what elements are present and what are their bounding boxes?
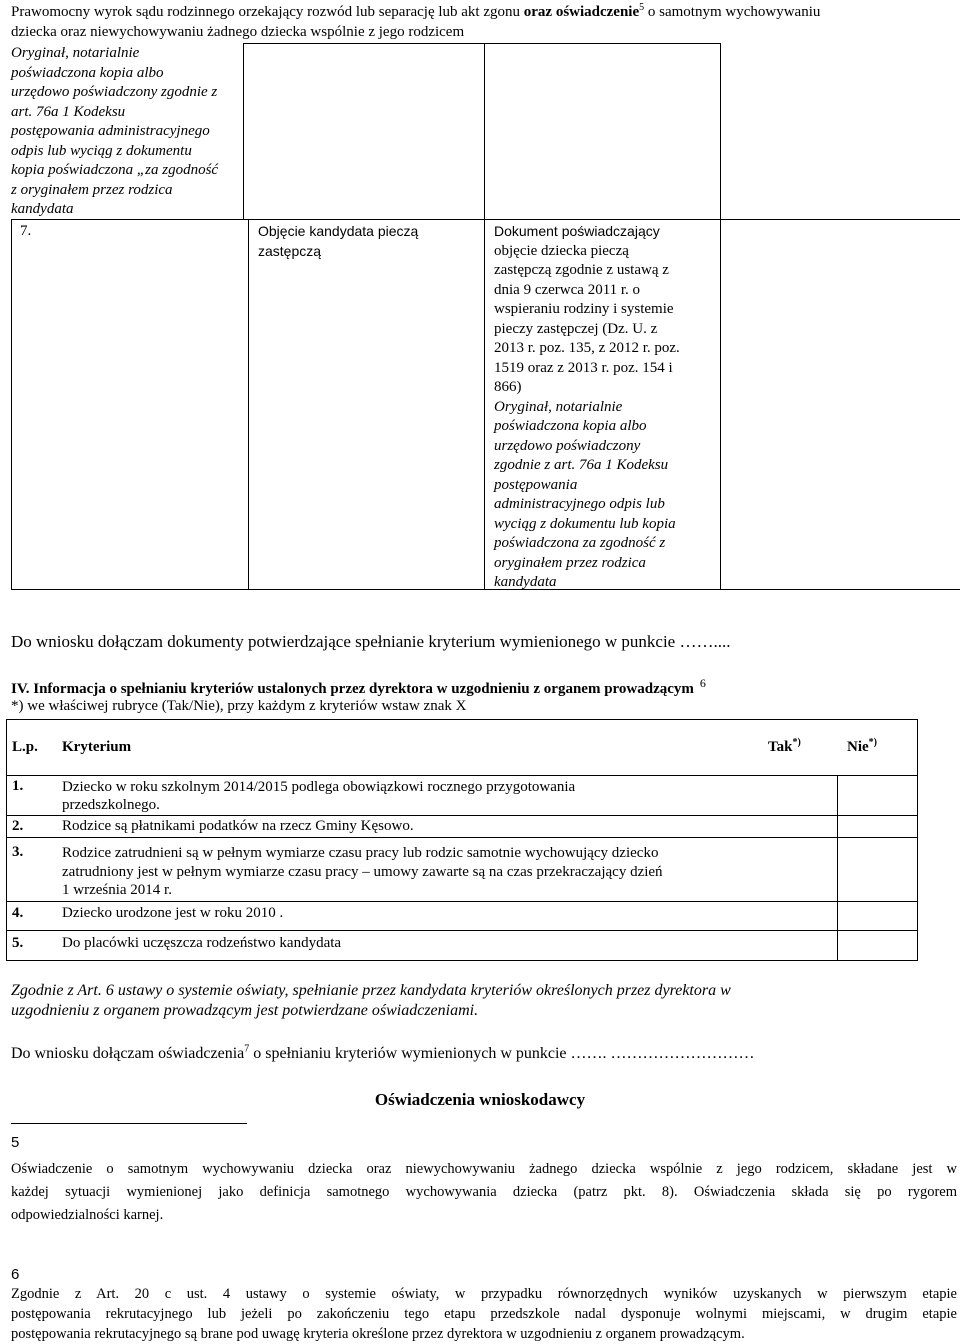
header-lp: L.p. — [12, 739, 38, 755]
table-border — [11, 219, 12, 590]
row7-doc-italic-line: kandydata — [494, 574, 557, 590]
tak-checkbox-5[interactable] — [763, 931, 833, 959]
table-border — [6, 719, 7, 961]
row-criterion-line: 1 września 2014 r. — [62, 882, 172, 898]
table-border — [243, 43, 721, 44]
criteria-table — [6, 719, 918, 961]
row-number: 2. — [12, 818, 24, 834]
attach-statements-b: o spełnianiu kryteriów wymienionych w punkcie ……. ……………………… — [249, 1045, 755, 1062]
top-line1-a: Prawomocny wyrok sądu rodzinnego orzekający rozwód lub separację lub akt zgonu — [11, 4, 524, 20]
row7-doc-italic-line: poświadczona za zgodność z — [494, 535, 666, 551]
row6-note-line: kandydata — [11, 201, 74, 217]
table-border — [720, 43, 721, 590]
row-number: 1. — [12, 778, 24, 794]
nie-checkbox-5[interactable] — [839, 931, 915, 959]
nie-checkbox-1[interactable] — [839, 776, 915, 814]
row6-note-line: kopia poświadczona „za zgodność — [11, 162, 219, 178]
footnote-ref-7: 7 — [244, 1043, 250, 1055]
row7-criterion-line: Objęcie kandydata pieczą — [258, 223, 419, 239]
row7-doc-italic-line: oryginałem przez rodzica — [494, 554, 646, 571]
row7-doc-line: Dokument poświadczający — [494, 223, 660, 239]
header-tak — [768, 739, 801, 756]
footnote5-marker: 5 — [11, 1134, 20, 1151]
nie-checkbox-3[interactable] — [839, 838, 915, 900]
art6-line: uzgodnieniu z organem prowadzącym jest potwierdzane oświadczeniami. — [11, 1002, 479, 1019]
row6-note-line: odpis lub wyciąg z dokumentu — [11, 142, 192, 159]
row6-note-line: postępowania administracyjnego — [11, 123, 210, 139]
table-border — [837, 775, 838, 961]
section4-title — [11, 676, 706, 698]
footnote6-line: postępowania rekrutacyjnego są brane pod uwagę kryteria określone przez dyrektora w uzgodnieniu z organem prowadzącym. — [11, 1326, 745, 1342]
tak-checkbox-1[interactable] — [763, 776, 833, 814]
attach-statements-a: Do wniosku dołączam oświadczenia — [11, 1045, 245, 1062]
row7-doc-line: objęcie dziecka pieczą — [494, 242, 629, 259]
header-kryterium: Kryterium — [62, 739, 132, 755]
row6-note-line: z oryginałem przez rodzica — [11, 181, 173, 198]
section4-title-text: IV. Informacja o spełnianiu kryteriów ustalonych przez dyrektora w uzgodnieniu z organem prowadzącym — [11, 681, 694, 697]
footnote5-line: odpowiedzialności karnej. — [11, 1207, 164, 1223]
footnote5-text — [11, 1158, 957, 1227]
footnote6-line: postępowania rekrutacyjnego lub jeżeli po zakończeniu tego etapu przedszkole nadal dysponuje wolnymi miejscami, w drugim etapie — [11, 1306, 957, 1322]
top-line1-b: o samotnym wychowywaniu — [644, 4, 821, 20]
row6-note-line: Oryginał, notarialnie — [11, 45, 140, 61]
row6-note-line: poświadczona kopia albo — [11, 64, 164, 81]
section4-subtitle: *) we właściwej rubryce (Tak/Nie), przy każdym z kryteriów wstaw znak X — [11, 698, 467, 714]
tak-checkbox-3[interactable] — [763, 838, 833, 900]
row6-note-line: art. 76a 1 Kodeksu — [11, 103, 126, 120]
table-border — [11, 589, 960, 590]
header-tak-label: Tak — [768, 739, 793, 755]
row-criterion-line: przedszkolnego. — [62, 797, 160, 813]
row7-doc-italic-line: postępowania — [494, 476, 578, 493]
row-number: 3. — [12, 844, 24, 860]
art6-line: Zgodnie z Art. 6 ustawy o systemie oświaty, spełnianie przez kandydata kryteriów określonych przez dyrektora w — [11, 982, 731, 999]
row7-doc-italic-line: Oryginał, notarialnie — [494, 398, 623, 415]
art6-paragraph — [11, 981, 731, 1021]
row-criterion-line: zatrudniony jest w pełnym wymiarze czasu pracy – umowy zawarte są na czas przekraczający dzień — [62, 863, 663, 880]
row7-criterion-line: zastępczą — [258, 242, 322, 259]
row7-doc-line: dnia 9 czerwca 2011 r. o — [494, 281, 641, 298]
row6-note — [11, 44, 243, 220]
row-criterion-line: Dziecko w roku szkolnym 2014/2015 podlega obowiązkowi rocznego przygotowania — [62, 779, 576, 795]
row7-doc-italic-line: urzędowo poświadczony — [494, 437, 641, 454]
tak-checkbox-2[interactable] — [763, 816, 833, 836]
tak-checkbox-4[interactable] — [763, 902, 833, 929]
row-criterion: Rodzice są płatnikami podatków na rzecz Gminy Kęsowo. — [62, 818, 414, 834]
row7-doc-italic-line: wyciąg z dokumentu lub kopia — [494, 515, 676, 532]
footnote-ref-5: 5 — [639, 2, 645, 13]
row-number: 4. — [12, 905, 24, 921]
footnote6-line: Zgodnie z Art. 20 c ust. 4 ustawy o systemie oświaty, w przypadku równorzędnych wyników uzyskanych w pierwszym etapie — [11, 1286, 957, 1302]
table-border — [917, 719, 918, 961]
row7-doc-italic-line: poświadczona kopia albo — [494, 418, 647, 434]
attach-documents-line: Do wniosku dołączam dokumenty potwierdzające spełnianie kryterium wymienionego w punkcie …….... — [11, 632, 731, 651]
row-criterion: Dziecko urodzone jest w roku 2010 . — [62, 905, 284, 921]
row7-document — [494, 222, 719, 593]
row7-doc-italic-line: zgodnie z art. 76a 1 Kodeksu — [494, 457, 669, 473]
footnote-separator — [11, 1123, 247, 1124]
header-nie — [847, 739, 877, 756]
header-nie-label: Nie — [847, 739, 869, 755]
row7-criterion — [258, 222, 418, 261]
row7-doc-line: wspieraniu rodziny i systemie — [494, 301, 674, 317]
header-tak-mark: *) — [792, 737, 801, 748]
row-criterion — [62, 844, 663, 900]
row7-doc-line: pieczy zastępczej (Dz. U. z — [494, 320, 658, 337]
row7-number: 7. — [20, 223, 32, 239]
row7-doc-line: 866) — [494, 379, 522, 395]
nie-checkbox-2[interactable] — [839, 816, 915, 836]
row6-note-line: urzędowo poświadczony zgodnie z — [11, 84, 218, 100]
footnote5-line: Oświadczenie o samotnym wychowywaniu dziecka oraz niewychowywaniu żadnego dziecka wspólnie z jego rodzicem, składane jest w — [11, 1161, 957, 1177]
nie-checkbox-4[interactable] — [839, 902, 915, 929]
footnote6-marker: 6 — [11, 1266, 20, 1283]
row7-doc-line: zastępczą zgodnie z ustawą z — [494, 262, 669, 278]
table-border — [248, 219, 249, 590]
row7-doc-line: 1519 oraz z 2013 r. poz. 154 i — [494, 359, 673, 376]
table-border — [6, 960, 918, 961]
footnote-ref-6: 6 — [699, 676, 706, 690]
top-line1-bold: oraz oświadczenie — [523, 4, 640, 20]
row7-doc-line: 2013 r. poz. 135, z 2012 r. poz. — [494, 340, 680, 356]
row-criterion-line: Rodzice zatrudnieni są w pełnym wymiarze czasu pracy lub rodzic samotnie wychowujący dziecko — [62, 845, 659, 861]
row-criterion — [62, 778, 575, 814]
top-paragraph — [11, 3, 956, 42]
top-line2: dziecka oraz niewychowywaniu żadnego dziecka wspólnie z jego rodzicem — [11, 23, 465, 40]
table-border — [484, 43, 485, 590]
row7-doc-italic-line: administracyjnego odpis lub — [494, 496, 665, 512]
attach-statements-line — [11, 1045, 755, 1063]
table-border — [6, 719, 918, 720]
row-criterion: Do placówki uczęszcza rodzeństwo kandydata — [62, 935, 342, 951]
header-nie-mark: *) — [868, 737, 878, 748]
footnote6-text — [11, 1284, 957, 1344]
footnote5-line: każdej sytuacji wymienionej jako definicja samotnego wychowywania dziecka (patrz pkt. 8). Oświadczenia składa się po rygorem — [11, 1184, 957, 1200]
statements-heading: Oświadczenia wnioskodawcy — [374, 1090, 586, 1109]
table-border — [243, 43, 244, 220]
row-number: 5. — [12, 935, 24, 951]
